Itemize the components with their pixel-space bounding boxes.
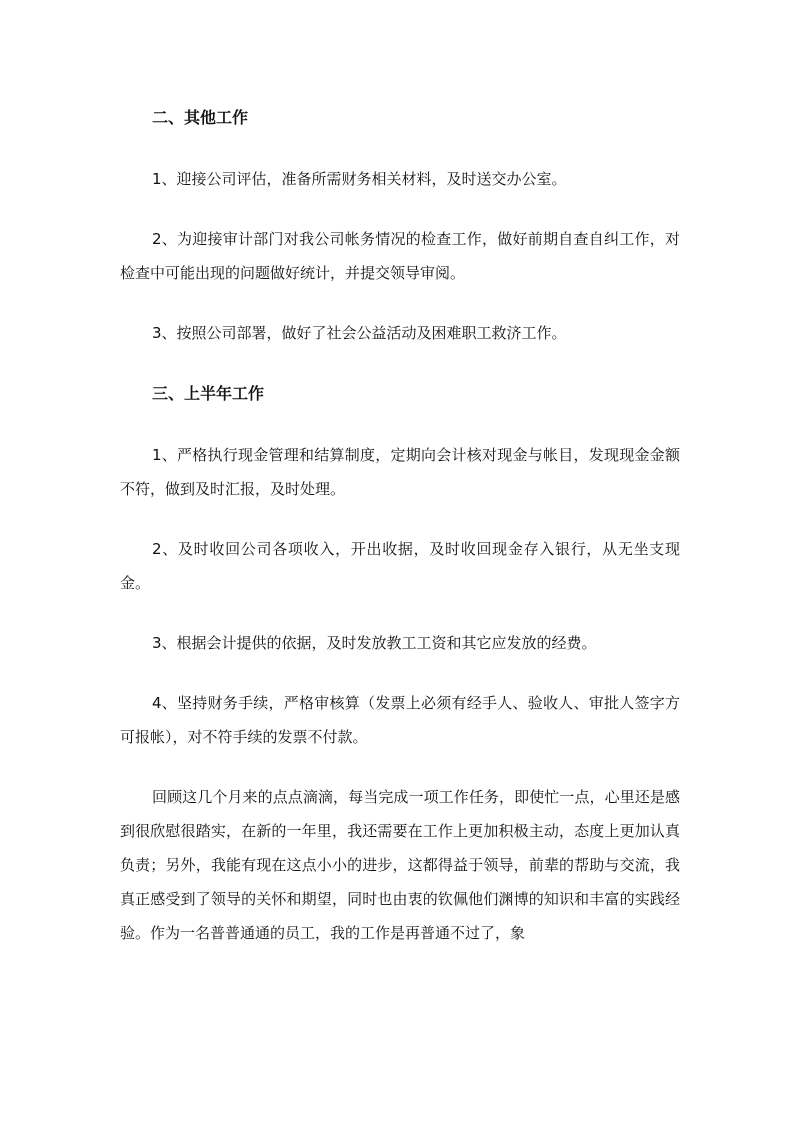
paragraph: 2、为迎接审计部门对我公司帐务情况的检查工作，做好前期自查自纠工作，对检查中可能出现的问题做好统计，并提交领导审阅。	[120, 230, 680, 282]
paragraph: 3、按照公司部署，做好了社会公益活动及困难职工救济工作。	[152, 324, 567, 342]
paragraph: 1、严格执行现金管理和结算制度，定期向会计核对现金与帐目，发现现金金额不符，做到及时汇报，及时处理。	[120, 446, 680, 498]
paragraph: 1、迎接公司评估，准备所需财务相关材料，及时送交办公室。	[152, 170, 567, 188]
section-heading-other-work: 二、其他工作	[152, 108, 249, 127]
document-body	[120, 100, 680, 950]
paragraph: 2、及时收回公司各项收入，开出收据，及时收回现金存入银行，从无坐支现金。	[120, 540, 680, 592]
paragraph: 3、根据会计提供的依据，及时发放教工工资和其它应发放的经费。	[152, 634, 597, 652]
paragraph: 4、坚持财务手续，严格审核算（发票上必须有经手人、验收人、审批人签字方可报帐），对不符手续的发票不付款。	[120, 694, 680, 746]
closing-paragraph: 回顾这几个月来的点点滴滴，每当完成一项工作任务，即使忙一点，心里还是感到很欣慰很踏实，在新的一年里，我还需要在工作上更加积极主动，态度上更加认真负责；另外，我能有现在这点小小的进步，这都得益于领导，前辈的帮助与交流，我真正感受到了领导的关怀和期望，同时也由衷的钦佩他们渊博的知识和丰富的实践经验。作为一名普普通通的员工，我的工作是再普通不过了，象	[120, 788, 680, 942]
section-heading-first-half-work: 三、上半年工作	[152, 384, 265, 403]
